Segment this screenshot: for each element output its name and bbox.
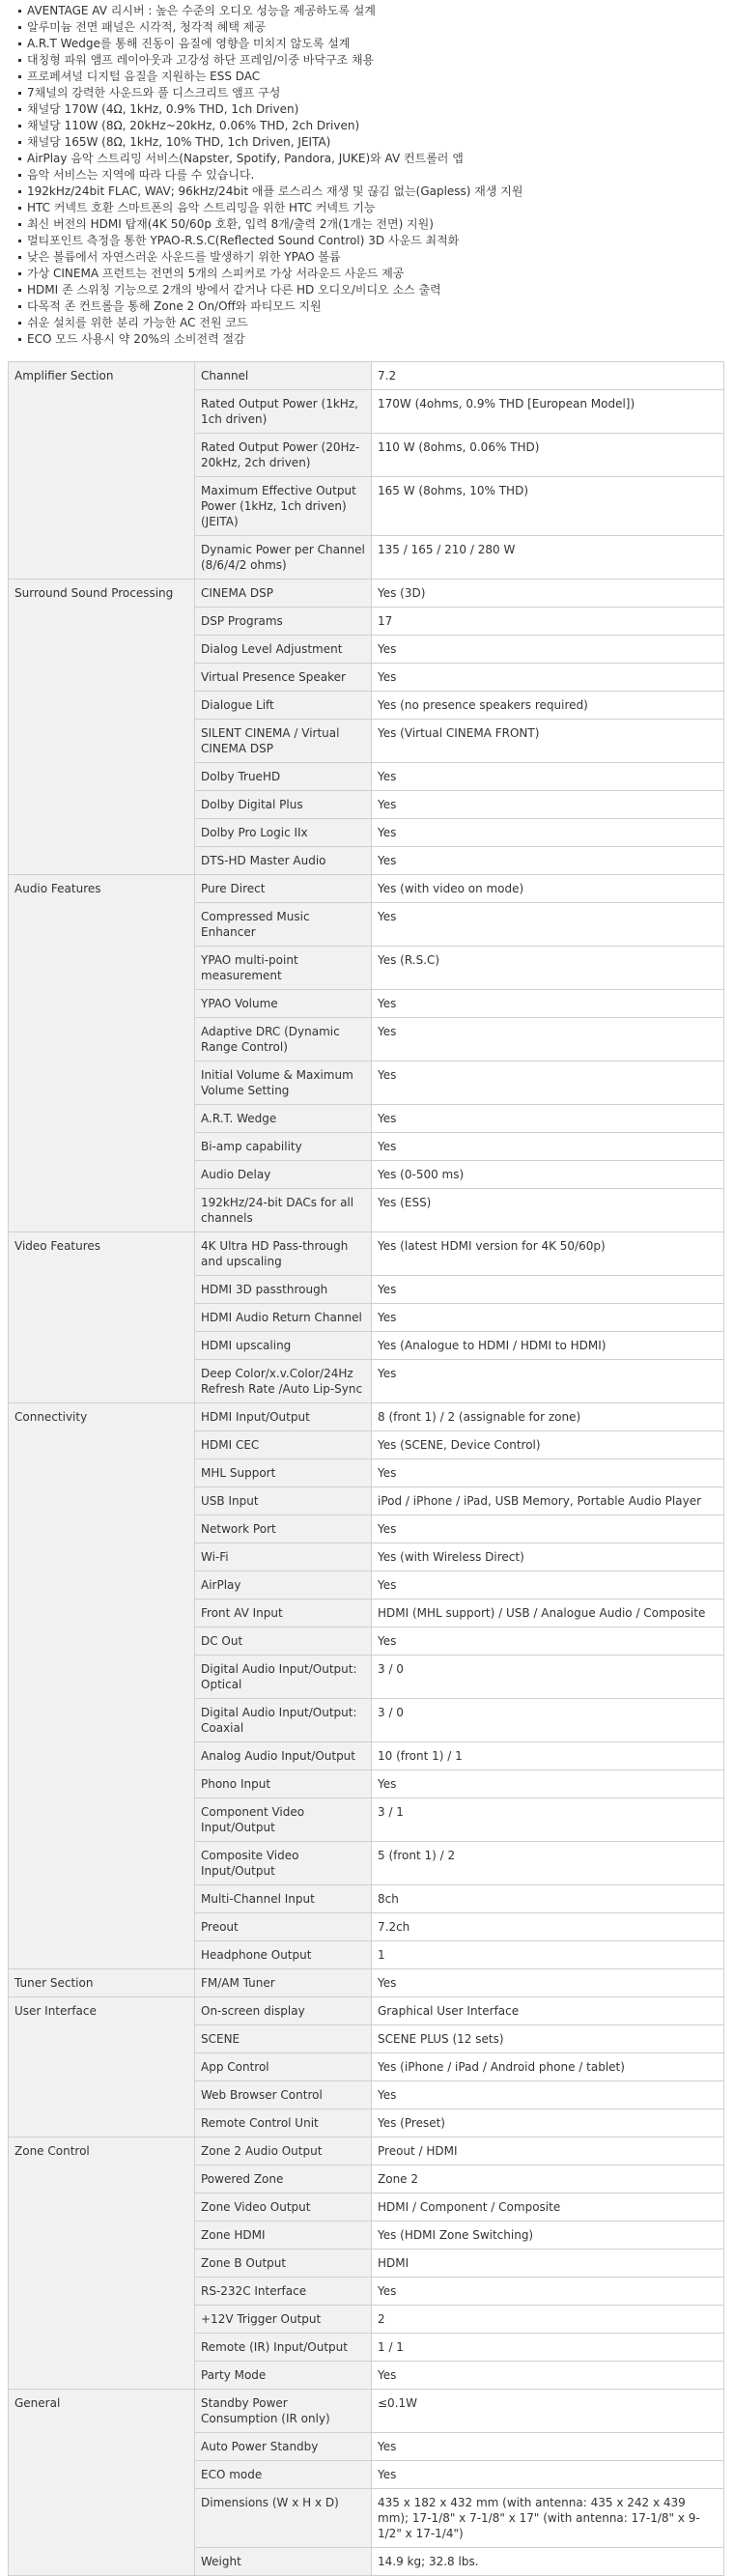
- feature-item: 대칭형 파워 앰프 레이아웃과 고강성 하단 프레임/이중 바닥구조 채용: [8, 52, 726, 69]
- feature-list: [8, 3, 726, 348]
- spec-key: Zone HDMI: [195, 2222, 372, 2250]
- spec-key: HDMI Input/Output: [195, 1403, 372, 1431]
- spec-value: Yes (0-500 ms): [372, 1161, 724, 1189]
- feature-item: 음악 서비스는 지역에 따라 다를 수 있습니다.: [8, 167, 726, 184]
- spec-key: HDMI CEC: [195, 1431, 372, 1459]
- feature-item: 프로페셔널 디지털 음질을 지원하는 ESS DAC: [8, 69, 726, 85]
- feature-item: ECO 모드 사용시 약 20%의 소비전력 절감: [8, 331, 726, 348]
- spec-key: Party Mode: [195, 2362, 372, 2390]
- feature-item: 채널당 165W (8Ω, 1kHz, 10% THD, 1ch Driven, JEITA): [8, 134, 726, 151]
- spec-key: AirPlay: [195, 1571, 372, 1599]
- spec-value: Yes: [372, 847, 724, 875]
- spec-row: [9, 1232, 724, 1276]
- spec-key: Digital Audio Input/Output: Optical: [195, 1656, 372, 1699]
- spec-value: Yes: [372, 1304, 724, 1332]
- spec-key: Preout: [195, 1913, 372, 1941]
- spec-key: HDMI upscaling: [195, 1332, 372, 1360]
- spec-value: 1 / 1: [372, 2334, 724, 2362]
- spec-value: Yes: [372, 2433, 724, 2461]
- spec-value: Yes (R.S.C): [372, 947, 724, 990]
- feature-item: 다목적 존 컨트롤을 통해 Zone 2 On/Off와 파티모드 지원: [8, 298, 726, 315]
- spec-key: DTS-HD Master Audio: [195, 847, 372, 875]
- spec-key: Network Port: [195, 1515, 372, 1543]
- spec-key: Dolby TrueHD: [195, 763, 372, 791]
- spec-value: Yes (Analogue to HDMI / HDMI to HDMI): [372, 1332, 724, 1360]
- spec-key: App Control: [195, 2053, 372, 2081]
- spec-row: [9, 1403, 724, 1431]
- section-label: Tuner Section: [9, 1969, 195, 1997]
- spec-key: CINEMA DSP: [195, 580, 372, 608]
- section-label: Zone Control: [9, 2137, 195, 2390]
- spec-value: Yes (no presence speakers required): [372, 692, 724, 720]
- spec-value: Preout / HDMI: [372, 2137, 724, 2166]
- feature-item: HTC 커넥트 호환 스마트폰의 음악 스트리밍을 위한 HTC 커넥트 기능: [8, 200, 726, 216]
- spec-key: YPAO multi-point measurement: [195, 947, 372, 990]
- section-label: User Interface: [9, 1997, 195, 2137]
- feature-item: 가상 CINEMA 프런트는 전면의 5개의 스피커로 가상 서라운드 사운드 제공: [8, 266, 726, 282]
- spec-value: Yes: [372, 1969, 724, 1997]
- spec-value: Yes: [372, 1459, 724, 1487]
- spec-value: Yes (with Wireless Direct): [372, 1543, 724, 1571]
- spec-key: +12V Trigger Output: [195, 2306, 372, 2334]
- spec-key: Front AV Input: [195, 1599, 372, 1628]
- spec-key: Channel: [195, 362, 372, 390]
- spec-key: MHL Support: [195, 1459, 372, 1487]
- feature-item: HDMI 존 스위칭 기능으로 2개의 방에서 같거나 다른 HD 오디오/비디오 소스 출력: [8, 282, 726, 298]
- spec-value: 3 / 0: [372, 1699, 724, 1742]
- spec-key: Deep Color/x.v.Color/24Hz Refresh Rate /Auto Lip-Sync: [195, 1360, 372, 1403]
- spec-value: Yes: [372, 763, 724, 791]
- spec-value: 14.9 kg; 32.8 lbs.: [372, 2548, 724, 2576]
- spec-value: Yes (iPhone / iPad / Android phone / tablet): [372, 2053, 724, 2081]
- section-label: Video Features: [9, 1232, 195, 1403]
- feature-item: 채널당 110W (8Ω, 20kHz~20kHz, 0.06% THD, 2ch Driven): [8, 118, 726, 134]
- spec-value: Yes: [372, 819, 724, 847]
- spec-value: Yes: [372, 990, 724, 1018]
- spec-row: [9, 875, 724, 903]
- spec-value: Yes: [372, 2461, 724, 2489]
- spec-key: 4K Ultra HD Pass-through and upscaling: [195, 1232, 372, 1276]
- spec-row: [9, 362, 724, 390]
- spec-value: 110 W (8ohms, 0.06% THD): [372, 434, 724, 477]
- spec-key: Analog Audio Input/Output: [195, 1742, 372, 1770]
- feature-item: 쉬운 설치를 위한 분리 가능한 AC 전원 코드: [8, 315, 726, 331]
- spec-value: Yes: [372, 2081, 724, 2109]
- spec-row: [9, 1997, 724, 2025]
- spec-value: Zone 2: [372, 2166, 724, 2194]
- spec-key: Dialogue Lift: [195, 692, 372, 720]
- spec-key: Powered Zone: [195, 2166, 372, 2194]
- spec-value: Yes: [372, 1770, 724, 1798]
- spec-key: Remote (IR) Input/Output: [195, 2334, 372, 2362]
- spec-value: HDMI / Component / Composite: [372, 2194, 724, 2222]
- spec-key: Rated Output Power (1kHz, 1ch driven): [195, 390, 372, 434]
- spec-value: Yes (Virtual CINEMA FRONT): [372, 720, 724, 763]
- feature-item: 7채널의 강력한 사운드와 풀 디스크리트 앰프 구성: [8, 85, 726, 101]
- spec-row: [9, 1969, 724, 1997]
- spec-value: 10 (front 1) / 1: [372, 1742, 724, 1770]
- spec-key: Dynamic Power per Channel (8/6/4/2 ohms): [195, 536, 372, 580]
- spec-table: [8, 361, 724, 2576]
- spec-value: ≤0.1W: [372, 2390, 724, 2433]
- spec-value: Yes: [372, 1105, 724, 1133]
- feature-item: 멀티포인트 측정을 통한 YPAO-R.S.C(Reflected Sound Control) 3D 사운드 최적화: [8, 233, 726, 249]
- spec-key: Dolby Digital Plus: [195, 791, 372, 819]
- feature-item: AVENTAGE AV 리시버 : 높은 수준의 오디오 성능을 제공하도록 설계: [8, 3, 726, 19]
- feature-item: AirPlay 음악 스트리밍 서비스(Napster, Spotify, Pandora, JUKE)와 AV 컨트롤러 앱: [8, 151, 726, 167]
- spec-value: 7.2ch: [372, 1913, 724, 1941]
- spec-key: Multi-Channel Input: [195, 1885, 372, 1913]
- spec-key: Component Video Input/Output: [195, 1798, 372, 1842]
- spec-value: Yes: [372, 791, 724, 819]
- spec-key: Remote Control Unit: [195, 2109, 372, 2137]
- spec-key: Web Browser Control: [195, 2081, 372, 2109]
- feature-item: A.R.T Wedge를 통해 진동이 음질에 영향을 미치지 않도록 설계: [8, 36, 726, 52]
- spec-value: 8 (front 1) / 2 (assignable for zone): [372, 1403, 724, 1431]
- spec-key: FM/AM Tuner: [195, 1969, 372, 1997]
- spec-key: Adaptive DRC (Dynamic Range Control): [195, 1018, 372, 1062]
- spec-key: Zone 2 Audio Output: [195, 2137, 372, 2166]
- spec-value: Graphical User Interface: [372, 1997, 724, 2025]
- spec-value: Yes: [372, 664, 724, 692]
- feature-item: 채널당 170W (4Ω, 1kHz, 0.9% THD, 1ch Driven): [8, 101, 726, 118]
- spec-key: Virtual Presence Speaker: [195, 664, 372, 692]
- spec-key: Compressed Music Enhancer: [195, 903, 372, 947]
- spec-key: Zone B Output: [195, 2250, 372, 2278]
- spec-key: DSP Programs: [195, 608, 372, 636]
- feature-item: 최신 버전의 HDMI 탑재(4K 50/60p 호환, 입력 8개/출력 2개(1개는 전면) 지원): [8, 216, 726, 233]
- spec-key: RS-232C Interface: [195, 2278, 372, 2306]
- spec-key: ECO mode: [195, 2461, 372, 2489]
- spec-key: A.R.T. Wedge: [195, 1105, 372, 1133]
- spec-key: Pure Direct: [195, 875, 372, 903]
- spec-key: HDMI Audio Return Channel: [195, 1304, 372, 1332]
- spec-value: 2: [372, 2306, 724, 2334]
- spec-key: Wi-Fi: [195, 1543, 372, 1571]
- spec-value: 3 / 1: [372, 1798, 724, 1842]
- spec-value: 17: [372, 608, 724, 636]
- spec-key: Phono Input: [195, 1770, 372, 1798]
- spec-key: Initial Volume & Maximum Volume Setting: [195, 1062, 372, 1105]
- spec-value: Yes (HDMI Zone Switching): [372, 2222, 724, 2250]
- section-label: General: [9, 2390, 195, 2576]
- spec-key: SILENT CINEMA / Virtual CINEMA DSP: [195, 720, 372, 763]
- spec-row: [9, 580, 724, 608]
- spec-value: 135 / 165 / 210 / 280 W: [372, 536, 724, 580]
- spec-value: Yes (ESS): [372, 1189, 724, 1232]
- spec-row: [9, 2390, 724, 2433]
- spec-value: Yes: [372, 1628, 724, 1656]
- feature-item: 낮은 볼륨에서 자연스러운 사운드를 발생하기 위한 YPAO 볼륨: [8, 249, 726, 266]
- feature-item: 알루미늄 전면 패널은 시각적, 청각적 혜택 제공: [8, 19, 726, 36]
- section-label: Audio Features: [9, 875, 195, 1232]
- spec-key: Rated Output Power (20Hz-20kHz, 2ch driven): [195, 434, 372, 477]
- spec-value: 5 (front 1) / 2: [372, 1842, 724, 1885]
- spec-key: DC Out: [195, 1628, 372, 1656]
- spec-key: USB Input: [195, 1487, 372, 1515]
- spec-key: On-screen display: [195, 1997, 372, 2025]
- spec-key: Audio Delay: [195, 1161, 372, 1189]
- spec-value: HDMI (MHL support) / USB / Analogue Audio / Composite: [372, 1599, 724, 1628]
- spec-value: 7.2: [372, 362, 724, 390]
- spec-key: Headphone Output: [195, 1941, 372, 1969]
- spec-key: Zone Video Output: [195, 2194, 372, 2222]
- spec-value: Yes (with video on mode): [372, 875, 724, 903]
- spec-value: Yes (latest HDMI version for 4K 50/60p): [372, 1232, 724, 1276]
- spec-key: SCENE: [195, 2025, 372, 2053]
- spec-value: Yes: [372, 1062, 724, 1105]
- section-label: Surround Sound Processing: [9, 580, 195, 875]
- spec-key: Auto Power Standby: [195, 2433, 372, 2461]
- spec-value: HDMI: [372, 2250, 724, 2278]
- spec-value: Yes: [372, 1571, 724, 1599]
- spec-value: Yes: [372, 1515, 724, 1543]
- spec-value: 1: [372, 1941, 724, 1969]
- spec-value: Yes (3D): [372, 580, 724, 608]
- section-label: Connectivity: [9, 1403, 195, 1969]
- spec-value: 170W (4ohms, 0.9% THD [European Model]): [372, 390, 724, 434]
- spec-key: Bi-amp capability: [195, 1133, 372, 1161]
- feature-item: 192kHz/24bit FLAC, WAV; 96kHz/24bit 애플 로스리스 재생 및 끊김 없는(Gapless) 재생 지원: [8, 184, 726, 200]
- spec-key: Digital Audio Input/Output: Coaxial: [195, 1699, 372, 1742]
- section-label: Amplifier Section: [9, 362, 195, 580]
- spec-key: Weight: [195, 2548, 372, 2576]
- spec-key: YPAO Volume: [195, 990, 372, 1018]
- spec-value: Yes (Preset): [372, 2109, 724, 2137]
- spec-key: Maximum Effective Output Power (1kHz, 1ch driven) (JEITA): [195, 477, 372, 536]
- spec-key: HDMI 3D passthrough: [195, 1276, 372, 1304]
- spec-value: Yes: [372, 1018, 724, 1062]
- spec-key: Dimensions (W x H x D): [195, 2489, 372, 2548]
- spec-value: 3 / 0: [372, 1656, 724, 1699]
- spec-value: Yes: [372, 1360, 724, 1403]
- spec-value: Yes (SCENE, Device Control): [372, 1431, 724, 1459]
- spec-value: 165 W (8ohms, 10% THD): [372, 477, 724, 536]
- spec-value: Yes: [372, 2278, 724, 2306]
- spec-value: 435 x 182 x 432 mm (with antenna: 435 x 242 x 439 mm); 17-1/8" x 7-1/8" x 17" (with antenna: 17-1/8" x 9-1/2" x 17-1/4"): [372, 2489, 724, 2548]
- spec-value: Yes: [372, 636, 724, 664]
- spec-key: Composite Video Input/Output: [195, 1842, 372, 1885]
- spec-value: iPod / iPhone / iPad, USB Memory, Portable Audio Player: [372, 1487, 724, 1515]
- spec-value: 8ch: [372, 1885, 724, 1913]
- spec-value: Yes: [372, 2362, 724, 2390]
- spec-key: Dolby Pro Logic IIx: [195, 819, 372, 847]
- spec-value: Yes: [372, 1133, 724, 1161]
- spec-row: [9, 2137, 724, 2166]
- spec-value: Yes: [372, 903, 724, 947]
- spec-value: Yes: [372, 1276, 724, 1304]
- spec-value: SCENE PLUS (12 sets): [372, 2025, 724, 2053]
- spec-key: Standby Power Consumption (IR only): [195, 2390, 372, 2433]
- spec-key: 192kHz/24-bit DACs for all channels: [195, 1189, 372, 1232]
- spec-key: Dialog Level Adjustment: [195, 636, 372, 664]
